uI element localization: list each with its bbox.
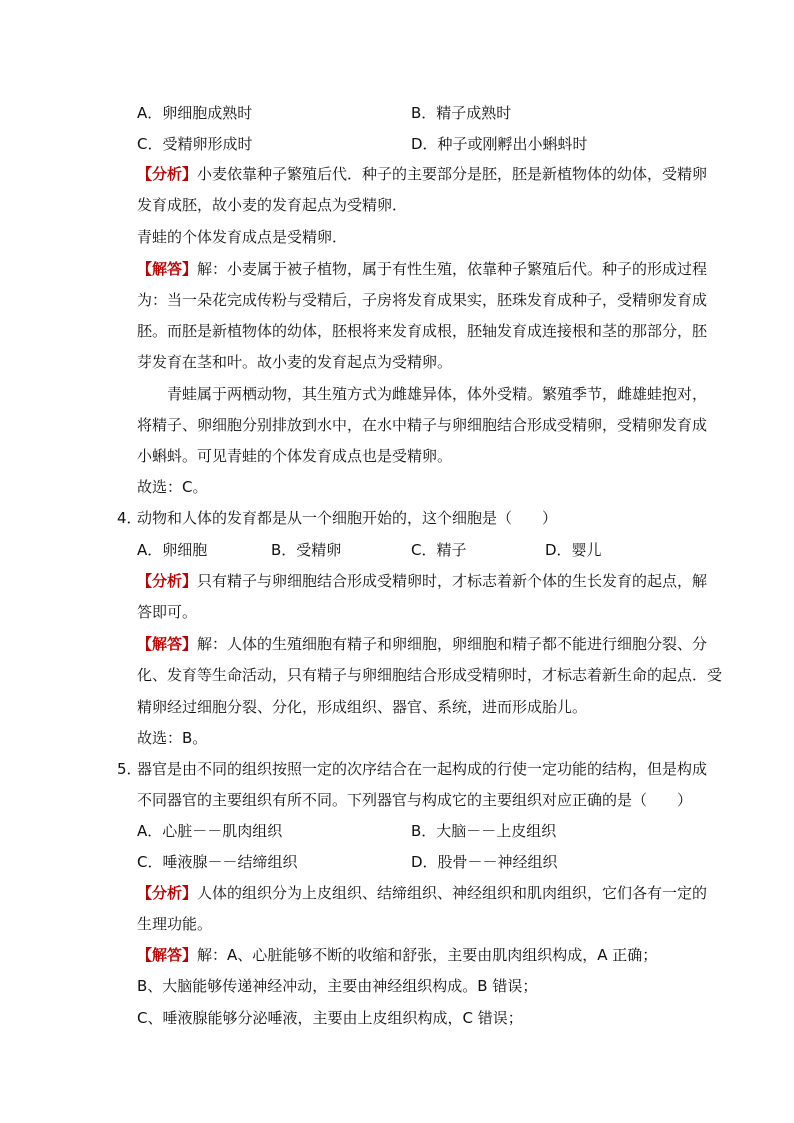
q3-analysis-line [137, 164, 707, 184]
q3-option-d: D．种子或刚孵出小蝌蚪时 [411, 135, 588, 153]
q3-analysis-text: 小麦依靠种子繁殖后代．种子的主要部分是胚，胚是新植物体的幼体，受精卵 [197, 165, 708, 183]
q5-option-a: A．心脏－－肌肉组织 [137, 822, 283, 840]
q3-option-b: B．精子成熟时 [411, 104, 512, 122]
q3-answer-text: 芽发育在茎和叶。故小麦的发育起点为受精卵。 [137, 353, 453, 371]
analysis-tag: 【分析】 [137, 165, 198, 183]
q4-choice: 故选：B。 [137, 729, 208, 747]
q4-answer-text: 化、发育等生命活动，只有精子与卵细胞结合形成受精卵时，才标志着新生命的起点．受 [137, 666, 723, 684]
q5-analysis-line [137, 883, 707, 903]
q4-analysis-line [137, 571, 707, 591]
q4-analysis-text: 答即可。 [137, 603, 198, 621]
q5-option-d: D．股骨－－神经组织 [411, 853, 558, 871]
q3-answer-text: 小蝌蚪。可见青蛙的个体发育成点也是受精卵。 [137, 447, 453, 465]
q3-answer-text: 解：小麦属于被子植物，属于有性生殖，依靠种子繁殖后代。种子的形成过程 [197, 260, 708, 278]
answer-tag: 【解答】 [137, 946, 198, 964]
q4-number: 4． [117, 509, 142, 527]
q4-option-c: C．精子 [411, 541, 467, 559]
q3-analysis-text: 发育成胚，故小麦的发育起点为受精卵． [137, 196, 408, 214]
answer-tag: 【解答】 [137, 635, 198, 653]
q3-option-a: A．卵细胞成熟时 [137, 104, 253, 122]
q5-number: 5． [117, 760, 142, 778]
q5-answer-text: 解：A、心脏能够不断的收缩和舒张，主要由肌肉组织构成，A 正确； [197, 946, 658, 964]
q5-answer-text: B、大脑能够传递神经冲动，主要由神经组织构成。B 错误； [137, 977, 538, 995]
q4-option-b: B．受精卵 [271, 541, 342, 559]
q5-answer-line [137, 945, 657, 965]
q5-option-c: C．唾液腺－－结缔组织 [137, 853, 298, 871]
q4-option-d: D．婴儿 [545, 541, 602, 559]
q4-stem: 动物和人体的发育都是从一个细胞开始的，这个细胞是（ ） [137, 509, 558, 527]
q3-option-c: C．受精卵形成时 [137, 135, 253, 153]
q4-answer-text: 解：人体的生殖细胞有精子和卵细胞，卵细胞和精子都不能进行细胞分裂、分 [197, 635, 708, 653]
q5-answer-text: C、唾液腺能够分泌唾液，主要由上皮组织构成，C 错误； [137, 1009, 523, 1027]
q3-analysis-text: 青蛙的个体发育成点是受精卵． [137, 228, 348, 246]
q4-answer-line [137, 634, 707, 654]
analysis-tag: 【分析】 [137, 572, 198, 590]
q5-stem: 不同器官的主要组织有所不同。下列器官与构成它的主要组织对应正确的是（ ） [137, 791, 693, 809]
q3-answer-text: 胚。而胚是新植物体的幼体，胚根将来发育成根，胚轴发育成连接根和茎的那部分，胚 [137, 322, 708, 340]
q4-analysis-text: 只有精子与卵细胞结合形成受精卵时，才标志着新个体的生长发育的起点，解 [197, 572, 708, 590]
q5-option-b: B．大脑－－上皮组织 [411, 822, 557, 840]
q5-stem: 器官是由不同的组织按照一定的次序结合在一起构成的行使一定功能的结构，但是构成 [137, 760, 708, 778]
analysis-tag: 【分析】 [137, 884, 198, 902]
q3-answer-text: 将精子、卵细胞分别排放到水中，在水中精子与卵细胞结合形成受精卵，受精卵发育成 [137, 416, 708, 434]
q3-choice: 故选：C。 [137, 478, 208, 496]
q3-answer-line [137, 259, 707, 279]
q3-answer-text: 青蛙属于两栖动物，其生殖方式为雌雄异体，体外受精。繁殖季节，雌雄蛙抱对， [167, 385, 708, 403]
answer-tag: 【解答】 [137, 260, 198, 278]
q5-analysis-text: 生理功能。 [137, 915, 213, 933]
q4-option-a: A．卵细胞 [137, 541, 208, 559]
q4-answer-text: 精卵经过细胞分裂、分化，形成组织、器官、系统，进而形成胎儿。 [137, 698, 588, 716]
q5-analysis-text: 人体的组织分为上皮组织、结缔组织、神经组织和肌肉组织，它们各有一定的 [197, 884, 708, 902]
q3-answer-text: 为：当一朵花完成传粉与受精后，子房将发育成果实，胚珠发育成种子，受精卵发育成 [137, 291, 708, 309]
